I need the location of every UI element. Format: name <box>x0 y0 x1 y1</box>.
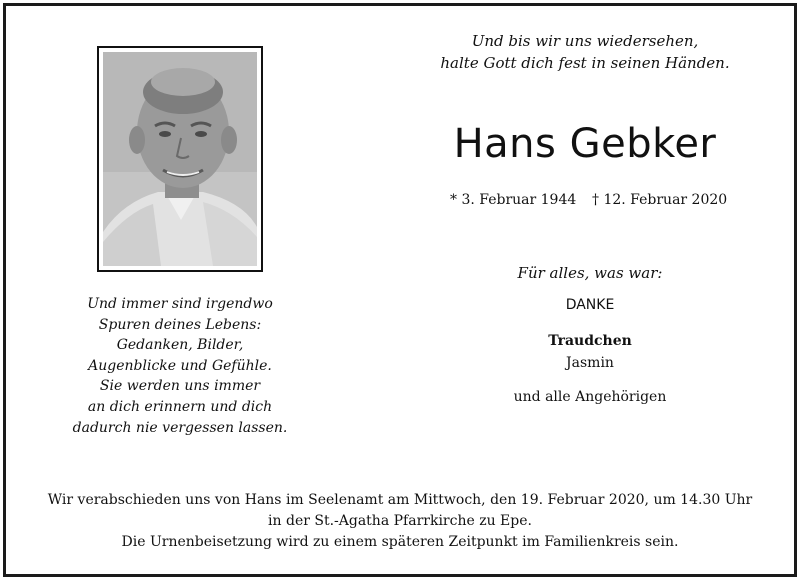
top-quote-line: halte Gott dich fest in seinen Händen. <box>440 54 730 72</box>
poem-line: Und immer sind irgendwo <box>87 296 273 312</box>
signatory-name: Traudchen <box>548 333 632 349</box>
footer-line: Die Urnenbeisetzung wird zu einem späteren Zeitpunkt im Familienkreis sein. <box>121 534 679 550</box>
birth-date: * 3. Februar 1944 <box>450 192 577 208</box>
thanks-intro: Für alles, was war: <box>517 264 663 282</box>
poem-line: dadurch nie vergessen lassen. <box>72 419 288 436</box>
poem-line: Gedanken, Bilder, <box>116 337 244 354</box>
memorial-poem <box>40 294 320 438</box>
signatory-relatives: und alle Angehörigen <box>513 389 667 405</box>
thanks-word: DANKE <box>565 297 615 313</box>
service-announcement <box>20 490 780 553</box>
poem-line: Augenblicke und Gefühle. <box>88 357 272 374</box>
top-quote-line: Und bis wir uns wiedersehen, <box>471 32 699 50</box>
poem-line: an dich erinnern und dich <box>87 398 273 415</box>
portrait-image <box>103 52 257 266</box>
poem-line: Spuren deines Lebens: <box>98 316 262 333</box>
portrait-photo <box>103 52 257 266</box>
top-quote <box>430 30 740 74</box>
footer-line: Wir verabschieden uns von Hans im Seelenamt am Mittwoch, den 19. Februar 2020, um 14.30 Uhr <box>47 492 753 508</box>
signatory-name: Jasmin <box>566 355 614 371</box>
poem-line: Sie werden uns immer <box>99 378 261 395</box>
death-date: † 12. Februar 2020 <box>592 192 728 208</box>
portrait-frame <box>97 46 263 272</box>
deceased-name: Hans Gebker <box>453 121 717 167</box>
thanks-block <box>440 262 740 408</box>
footer-line: in der St.-Agatha Pfarrkirche zu Epe. <box>268 513 532 529</box>
